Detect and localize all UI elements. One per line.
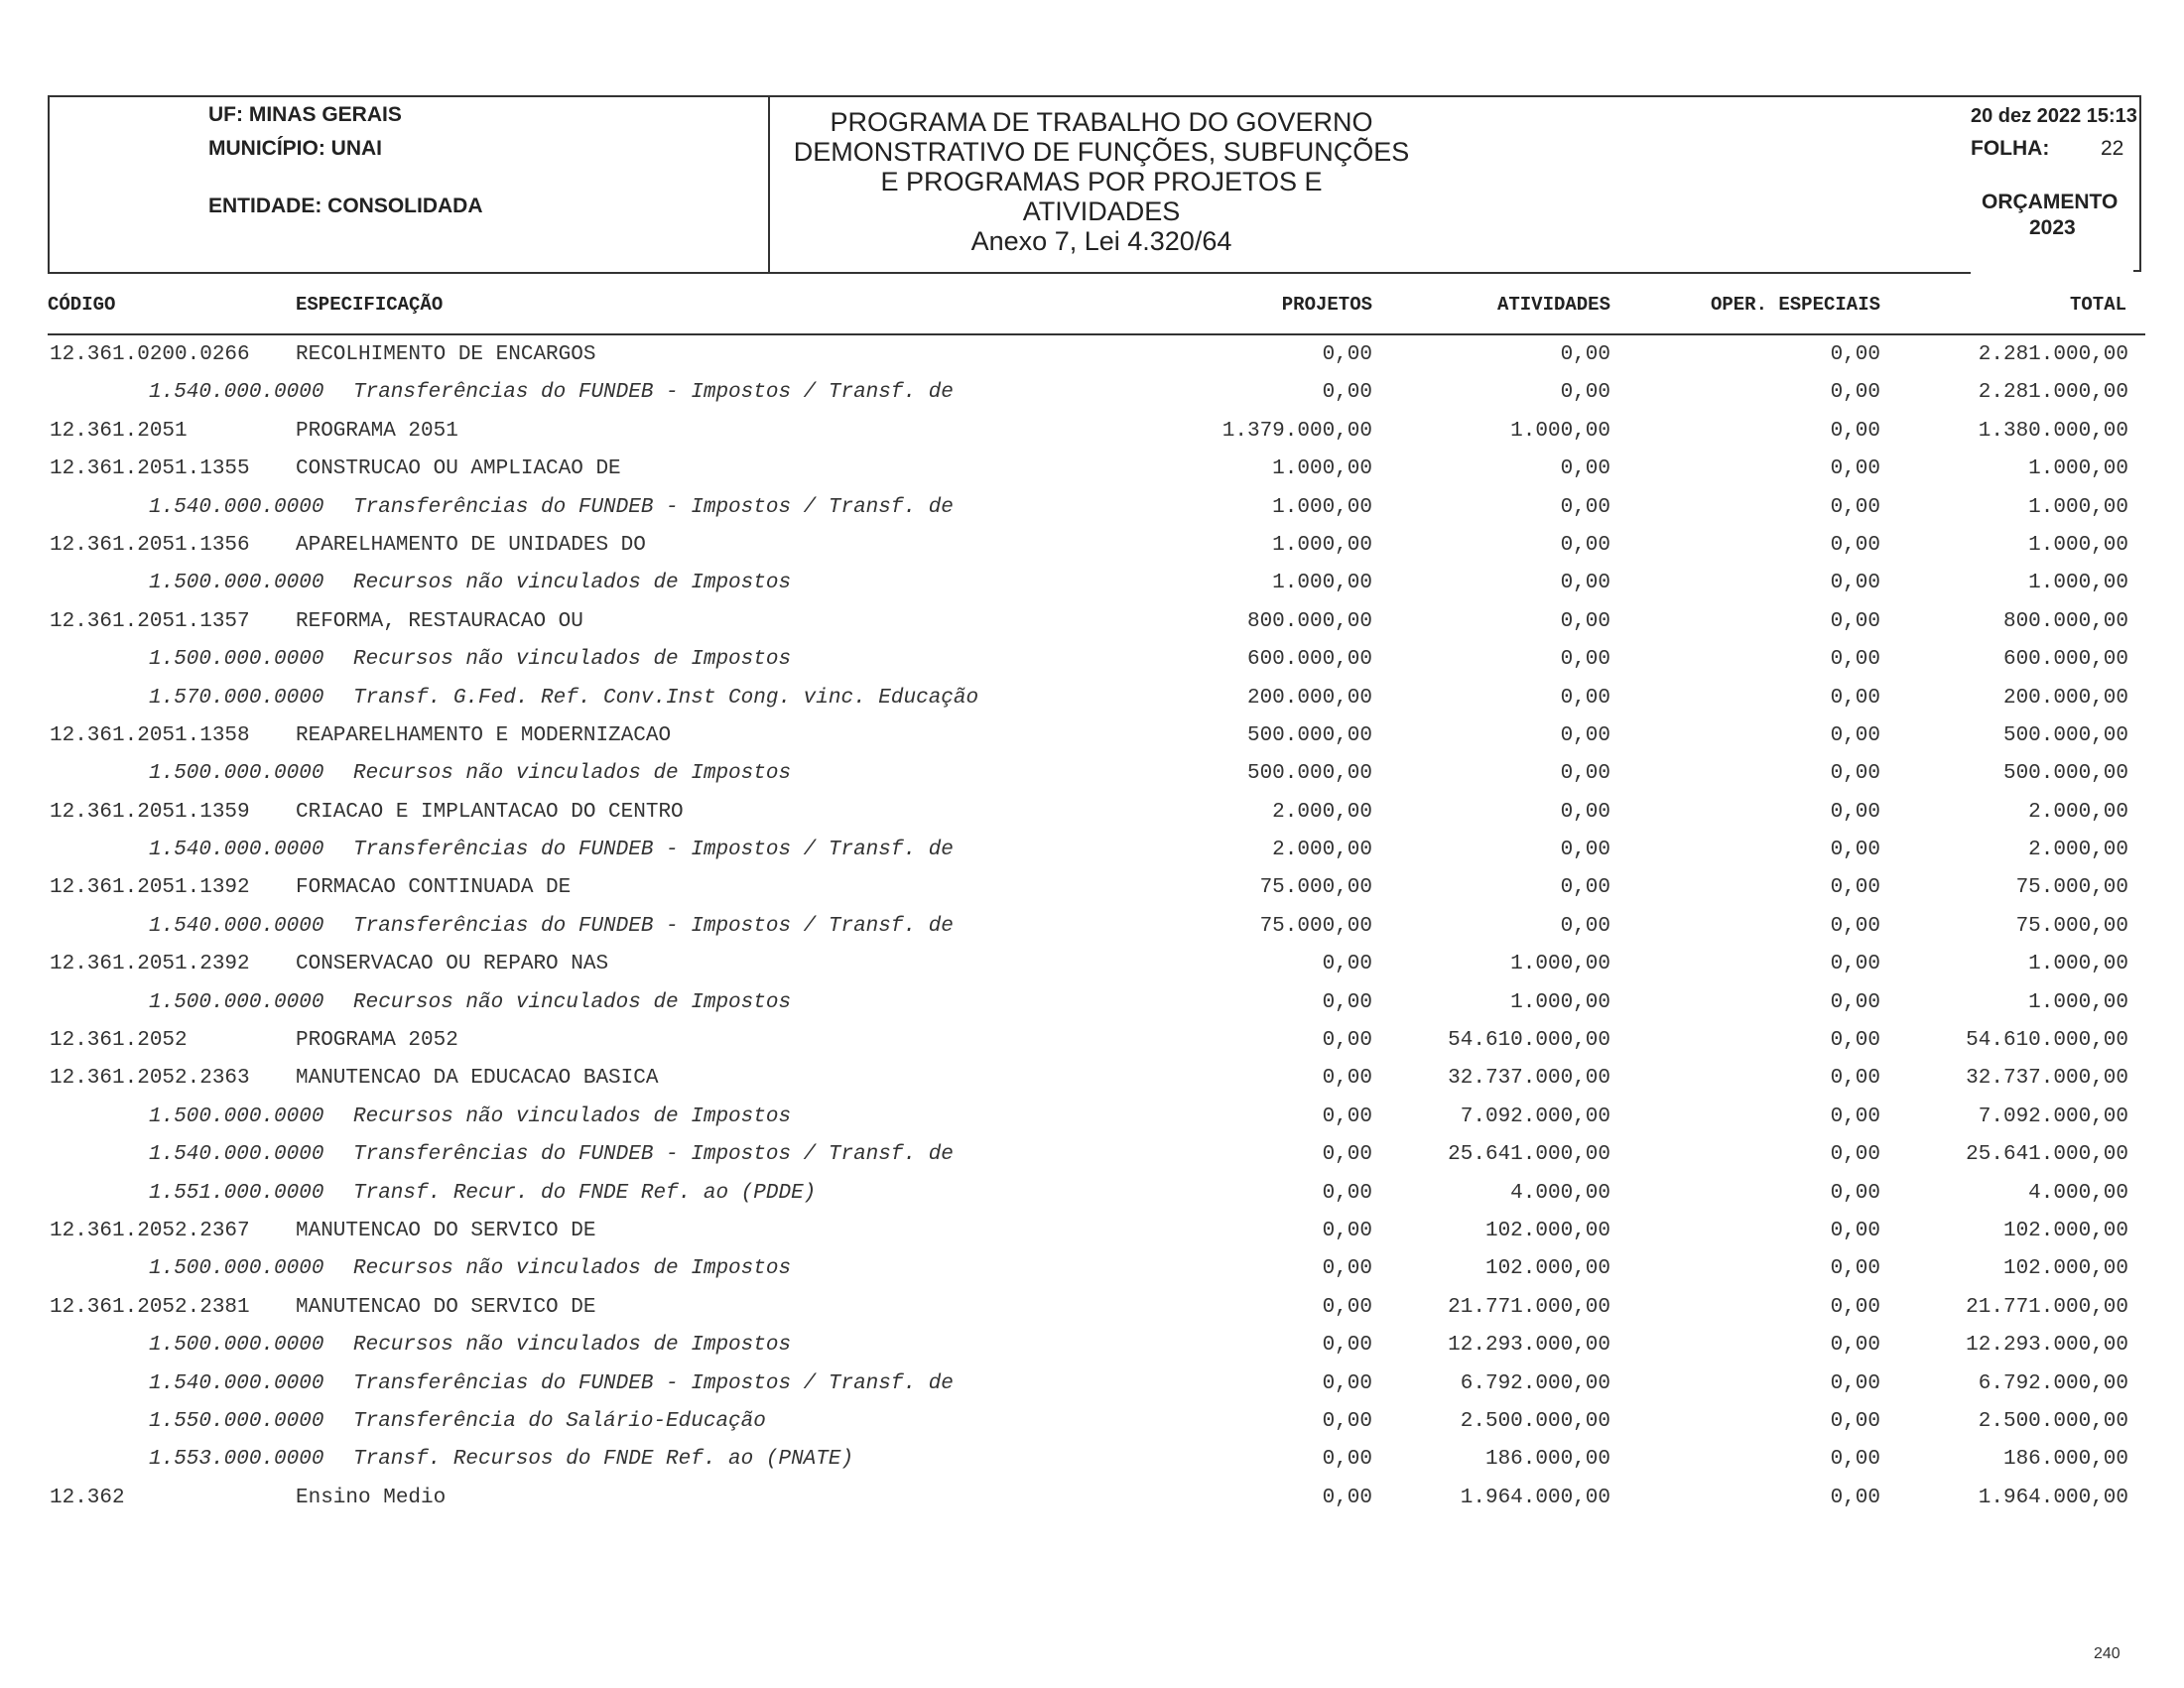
row-projetos: 500.000,00: [1246, 762, 1372, 786]
title-line-4: ATIVIDADES: [1022, 196, 1181, 226]
row-total: 500.000,00: [2002, 723, 2128, 747]
row-atividades: 32.737.000,00: [1448, 1067, 1610, 1091]
row-total: 7.092.000,00: [1978, 1104, 2128, 1128]
row-oper-especiais: 0,00: [1830, 800, 1880, 824]
row-oper-especiais: 0,00: [1830, 953, 1880, 976]
row-code: 1.540.000.0000: [149, 495, 324, 519]
row-oper-especiais: 0,00: [1830, 723, 1880, 747]
row-atividades: 1.000,00: [1510, 953, 1610, 976]
row-atividades: 0,00: [1560, 381, 1610, 405]
row-total: 1.000,00: [2028, 953, 2128, 976]
row-projetos: 75.000,00: [1259, 876, 1372, 900]
row-total: 75.000,00: [2015, 876, 2128, 900]
table-row: [0, 1214, 2184, 1251]
row-especificacao: Transf. G.Fed. Ref. Conv.Inst Cong. vinc. Educação: [353, 686, 979, 710]
row-projetos: 0,00: [1322, 1143, 1372, 1167]
table-row: [0, 452, 2184, 489]
title-line-2: DEMONSTRATIVO DE FUNÇÕES, SUBFUNÇÕES: [793, 137, 1410, 167]
row-total: 1.000,00: [2028, 990, 2128, 1014]
row-total: 500.000,00: [2002, 762, 2128, 786]
row-total: 2.000,00: [2028, 800, 2128, 824]
row-atividades: 0,00: [1560, 762, 1610, 786]
table-row: [0, 947, 2184, 984]
row-atividades: 1.000,00: [1510, 419, 1610, 443]
row-code: 1.500.000.0000: [149, 1257, 324, 1281]
row-atividades: 0,00: [1560, 648, 1610, 672]
table-row-source: [0, 985, 2184, 1023]
row-oper-especiais: 0,00: [1830, 1104, 1880, 1128]
column-header-projetos: PROJETOS: [1281, 294, 1372, 316]
row-code: 12.361.2051.1357: [50, 609, 250, 633]
row-projetos: 0,00: [1322, 1029, 1372, 1053]
page-number: 240: [2094, 1645, 2120, 1662]
row-oper-especiais: 0,00: [1830, 457, 1880, 481]
row-atividades: 0,00: [1560, 723, 1610, 747]
row-oper-especiais: 0,00: [1830, 533, 1880, 557]
row-especificacao: Transferências do FUNDEB - Impostos / Transf. de: [353, 1143, 954, 1167]
row-atividades: 102.000,00: [1484, 1257, 1610, 1281]
row-total: 1.964.000,00: [1978, 1486, 2128, 1509]
table-row-source: [0, 566, 2184, 603]
table-row: [0, 1481, 2184, 1518]
row-code: 12.361.2051.1359: [50, 800, 250, 824]
row-code: 12.361.2052.2363: [50, 1067, 250, 1091]
row-total: 2.500.000,00: [1978, 1409, 2128, 1433]
row-especificacao: Recursos não vinculados de Impostos: [353, 572, 792, 595]
row-oper-especiais: 0,00: [1830, 609, 1880, 633]
table-row-source: [0, 1404, 2184, 1442]
report-datetime: 20 dez 2022 15:13: [1971, 105, 2137, 127]
row-code: 1.551.000.0000: [149, 1181, 324, 1205]
row-projetos: 0,00: [1322, 1486, 1372, 1509]
row-oper-especiais: 0,00: [1830, 572, 1880, 595]
table-row-source: [0, 375, 2184, 413]
row-especificacao: PROGRAMA 2051: [296, 419, 458, 443]
row-projetos: 0,00: [1322, 953, 1372, 976]
row-especificacao: CONSERVACAO OU REPARO NAS: [296, 953, 609, 976]
row-especificacao: Recursos não vinculados de Impostos: [353, 648, 792, 672]
row-code: 12.361.2051.1356: [50, 533, 250, 557]
row-total: 1.000,00: [2028, 495, 2128, 519]
row-especificacao: Transferências do FUNDEB - Impostos / Transf. de: [353, 1371, 954, 1395]
row-projetos: 0,00: [1322, 381, 1372, 405]
row-total: 12.293.000,00: [1966, 1334, 2128, 1358]
row-especificacao: RECOLHIMENTO DE ENCARGOS: [296, 343, 596, 366]
row-total: 800.000,00: [2002, 609, 2128, 633]
row-total: 2.000,00: [2028, 839, 2128, 862]
row-atividades: 1.000,00: [1510, 990, 1610, 1014]
table-row-source: [0, 642, 2184, 680]
row-atividades: 186.000,00: [1484, 1448, 1610, 1472]
row-total: 2.281.000,00: [1978, 381, 2128, 405]
row-oper-especiais: 0,00: [1830, 381, 1880, 405]
row-atividades: 1.964.000,00: [1460, 1486, 1610, 1509]
row-oper-especiais: 0,00: [1830, 495, 1880, 519]
row-especificacao: MANUTENCAO DO SERVICO DE: [296, 1295, 596, 1319]
row-oper-especiais: 0,00: [1830, 1448, 1880, 1472]
row-total: 75.000,00: [2015, 914, 2128, 938]
row-projetos: 0,00: [1322, 1448, 1372, 1472]
row-especificacao: Recursos não vinculados de Impostos: [353, 990, 792, 1014]
row-oper-especiais: 0,00: [1830, 914, 1880, 938]
row-oper-especiais: 0,00: [1830, 1029, 1880, 1053]
row-especificacao: Recursos não vinculados de Impostos: [353, 1257, 792, 1281]
row-especificacao: Recursos não vinculados de Impostos: [353, 762, 792, 786]
row-oper-especiais: 0,00: [1830, 1067, 1880, 1091]
orcamento-label: ORÇAMENTO: [1982, 191, 2119, 213]
row-atividades: 6.792.000,00: [1460, 1371, 1610, 1395]
folha-value: 22: [2101, 137, 2124, 160]
row-code: 1.500.000.0000: [149, 990, 324, 1014]
row-atividades: 0,00: [1560, 533, 1610, 557]
row-code: 1.540.000.0000: [149, 381, 324, 405]
header-corner-tick: [2133, 270, 2141, 272]
row-projetos: 0,00: [1322, 1181, 1372, 1205]
table-row-source: [0, 490, 2184, 528]
row-total: 186.000,00: [2002, 1448, 2128, 1472]
row-oper-especiais: 0,00: [1830, 1371, 1880, 1395]
table-row: [0, 1290, 2184, 1328]
row-projetos: 0,00: [1322, 1219, 1372, 1242]
row-oper-especiais: 0,00: [1830, 1409, 1880, 1433]
row-atividades: 102.000,00: [1484, 1219, 1610, 1242]
row-oper-especiais: 0,00: [1830, 343, 1880, 366]
row-projetos: 1.000,00: [1272, 533, 1372, 557]
column-header-codigo: CÓDIGO: [48, 294, 116, 316]
row-especificacao: CRIACAO E IMPLANTACAO DO CENTRO: [296, 800, 684, 824]
table-row: [0, 604, 2184, 642]
row-atividades: 0,00: [1560, 686, 1610, 710]
row-projetos: 0,00: [1322, 343, 1372, 366]
row-atividades: 0,00: [1560, 343, 1610, 366]
row-code: 12.362: [50, 1486, 125, 1509]
header-border-top: [48, 95, 2141, 97]
row-total: 4.000,00: [2028, 1181, 2128, 1205]
row-total: 1.000,00: [2028, 572, 2128, 595]
table-row-source: [0, 909, 2184, 947]
row-oper-especiais: 0,00: [1830, 1257, 1880, 1281]
row-code: 1.550.000.0000: [149, 1409, 324, 1433]
row-especificacao: MANUTENCAO DO SERVICO DE: [296, 1219, 596, 1242]
row-especificacao: Transferências do FUNDEB - Impostos / Transf. de: [353, 495, 954, 519]
row-atividades: 0,00: [1560, 876, 1610, 900]
row-code: 12.361.2051.2392: [50, 953, 250, 976]
title-line-3: E PROGRAMAS POR PROJETOS E: [880, 167, 1323, 196]
table-row-source: [0, 756, 2184, 794]
table-row: [0, 1061, 2184, 1099]
row-oper-especiais: 0,00: [1830, 762, 1880, 786]
row-total: 102.000,00: [2002, 1257, 2128, 1281]
column-header-especificacao: ESPECIFICAÇÃO: [296, 294, 444, 316]
row-atividades: 0,00: [1560, 457, 1610, 481]
row-code: 12.361.2052.2381: [50, 1295, 250, 1319]
table-row: [0, 718, 2184, 756]
municipio-label: MUNICÍPIO: UNAI: [208, 137, 382, 160]
title-line-5: Anexo 7, Lei 4.320/64: [970, 226, 1232, 256]
row-especificacao: Transferências do FUNDEB - Impostos / Transf. de: [353, 839, 954, 862]
column-header-oper-especiais: OPER. ESPECIAIS: [1710, 294, 1880, 316]
row-total: 1.000,00: [2028, 457, 2128, 481]
column-header-rule: [48, 333, 2145, 335]
table-body: [0, 337, 2184, 1518]
row-oper-especiais: 0,00: [1830, 1486, 1880, 1509]
row-code: 12.361.2051.1392: [50, 876, 250, 900]
row-code: 12.361.2052.2367: [50, 1219, 250, 1242]
header-border-bottom: [48, 272, 1971, 274]
table-row-source: [0, 833, 2184, 870]
row-code: 1.540.000.0000: [149, 839, 324, 862]
row-oper-especiais: 0,00: [1830, 1219, 1880, 1242]
row-code: 12.361.2051.1355: [50, 457, 250, 481]
table-row: [0, 1023, 2184, 1061]
row-especificacao: CONSTRUCAO OU AMPLIACAO DE: [296, 457, 621, 481]
row-projetos: 0,00: [1322, 1371, 1372, 1395]
row-projetos: 2.000,00: [1272, 839, 1372, 862]
row-code: 12.361.2051.1358: [50, 723, 250, 747]
title-line-1: PROGRAMA DE TRABALHO DO GOVERNO: [830, 107, 1373, 137]
header-divider: [768, 95, 770, 272]
row-total: 25.641.000,00: [1966, 1143, 2128, 1167]
row-especificacao: REAPARELHAMENTO E MODERNIZACAO: [296, 723, 672, 747]
row-projetos: 0,00: [1322, 1257, 1372, 1281]
row-especificacao: Transferências do FUNDEB - Impostos / Transf. de: [353, 381, 954, 405]
table-row: [0, 795, 2184, 833]
row-code: 1.540.000.0000: [149, 1371, 324, 1395]
row-oper-especiais: 0,00: [1830, 1181, 1880, 1205]
row-atividades: 0,00: [1560, 609, 1610, 633]
header-border-right: [2139, 95, 2141, 272]
table-row-source: [0, 681, 2184, 718]
row-projetos: 75.000,00: [1259, 914, 1372, 938]
header-border-left: [48, 95, 50, 272]
row-projetos: 0,00: [1322, 1295, 1372, 1319]
row-atividades: 25.641.000,00: [1448, 1143, 1610, 1167]
column-header-total: TOTAL: [2069, 294, 2126, 316]
row-total: 102.000,00: [2002, 1219, 2128, 1242]
row-atividades: 7.092.000,00: [1460, 1104, 1610, 1128]
row-code: 1.570.000.0000: [149, 686, 324, 710]
row-code: 1.540.000.0000: [149, 1143, 324, 1167]
row-oper-especiais: 0,00: [1830, 686, 1880, 710]
row-projetos: 0,00: [1322, 1067, 1372, 1091]
row-projetos: 0,00: [1322, 1409, 1372, 1433]
row-atividades: 0,00: [1560, 914, 1610, 938]
row-oper-especiais: 0,00: [1830, 1334, 1880, 1358]
row-total: 32.737.000,00: [1966, 1067, 2128, 1091]
row-especificacao: MANUTENCAO DA EDUCACAO BASICA: [296, 1067, 659, 1091]
row-total: 200.000,00: [2002, 686, 2128, 710]
row-especificacao: APARELHAMENTO DE UNIDADES DO: [296, 533, 646, 557]
row-total: 2.281.000,00: [1978, 343, 2128, 366]
table-row-source: [0, 1251, 2184, 1289]
row-code: 1.540.000.0000: [149, 914, 324, 938]
table-row-source: [0, 1328, 2184, 1365]
row-especificacao: Ensino Medio: [296, 1486, 447, 1509]
row-especificacao: FORMACAO CONTINUADA DE: [296, 876, 572, 900]
row-projetos: 800.000,00: [1246, 609, 1372, 633]
entidade-label: ENTIDADE: CONSOLIDADA: [208, 195, 483, 217]
row-projetos: 600.000,00: [1246, 648, 1372, 672]
row-projetos: 1.000,00: [1272, 572, 1372, 595]
table-row-source: [0, 1137, 2184, 1175]
row-especificacao: REFORMA, RESTAURACAO OU: [296, 609, 583, 633]
row-oper-especiais: 0,00: [1830, 839, 1880, 862]
row-code: 1.500.000.0000: [149, 572, 324, 595]
row-projetos: 500.000,00: [1246, 723, 1372, 747]
orcamento-year: 2023: [2029, 216, 2076, 239]
row-code: 1.500.000.0000: [149, 762, 324, 786]
row-projetos: 200.000,00: [1246, 686, 1372, 710]
row-especificacao: Transf. Recursos do FNDE Ref. ao (PNATE): [353, 1448, 854, 1472]
row-especificacao: Transf. Recur. do FNDE Ref. ao (PDDE): [353, 1181, 817, 1205]
row-projetos: 1.000,00: [1272, 495, 1372, 519]
row-code: 1.500.000.0000: [149, 1104, 324, 1128]
row-oper-especiais: 0,00: [1830, 876, 1880, 900]
row-especificacao: PROGRAMA 2052: [296, 1029, 458, 1053]
row-oper-especiais: 0,00: [1830, 648, 1880, 672]
row-projetos: 2.000,00: [1272, 800, 1372, 824]
table-row: [0, 528, 2184, 566]
table-row: [0, 337, 2184, 375]
row-oper-especiais: 0,00: [1830, 990, 1880, 1014]
column-header-atividades: ATIVIDADES: [1496, 294, 1610, 316]
row-oper-especiais: 0,00: [1830, 419, 1880, 443]
row-projetos: 0,00: [1322, 990, 1372, 1014]
row-projetos: 1.379.000,00: [1221, 419, 1372, 443]
folha-label: FOLHA:: [1971, 137, 2050, 160]
row-especificacao: Recursos não vinculados de Impostos: [353, 1334, 792, 1358]
row-atividades: 0,00: [1560, 839, 1610, 862]
row-code: 12.361.2051: [50, 419, 188, 443]
row-total: 6.792.000,00: [1978, 1371, 2128, 1395]
table-row-source: [0, 1100, 2184, 1137]
row-atividades: 0,00: [1560, 572, 1610, 595]
row-oper-especiais: 0,00: [1830, 1143, 1880, 1167]
row-code: 1.553.000.0000: [149, 1448, 324, 1472]
row-oper-especiais: 0,00: [1830, 1295, 1880, 1319]
row-total: 54.610.000,00: [1966, 1029, 2128, 1053]
row-atividades: 2.500.000,00: [1460, 1409, 1610, 1433]
row-atividades: 21.771.000,00: [1448, 1295, 1610, 1319]
row-total: 1.380.000,00: [1978, 419, 2128, 443]
row-code: 1.500.000.0000: [149, 648, 324, 672]
row-code: 12.361.2052: [50, 1029, 188, 1053]
row-projetos: 1.000,00: [1272, 457, 1372, 481]
document-title: [774, 107, 1766, 256]
table-row: [0, 414, 2184, 452]
row-code: 12.361.0200.0266: [50, 343, 250, 366]
row-total: 21.771.000,00: [1966, 1295, 2128, 1319]
table-row: [0, 870, 2184, 908]
row-total: 600.000,00: [2002, 648, 2128, 672]
row-especificacao: Recursos não vinculados de Impostos: [353, 1104, 792, 1128]
row-atividades: 4.000,00: [1510, 1181, 1610, 1205]
row-atividades: 12.293.000,00: [1448, 1334, 1610, 1358]
row-atividades: 0,00: [1560, 495, 1610, 519]
table-row-source: [0, 1366, 2184, 1404]
row-total: 1.000,00: [2028, 533, 2128, 557]
uf-label: UF: MINAS GERAIS: [208, 103, 402, 126]
table-row-source: [0, 1442, 2184, 1480]
row-projetos: 0,00: [1322, 1334, 1372, 1358]
row-atividades: 54.610.000,00: [1448, 1029, 1610, 1053]
row-especificacao: Transferência do Salário-Educação: [353, 1409, 766, 1433]
row-especificacao: Transferências do FUNDEB - Impostos / Transf. de: [353, 914, 954, 938]
row-code: 1.500.000.0000: [149, 1334, 324, 1358]
row-atividades: 0,00: [1560, 800, 1610, 824]
row-projetos: 0,00: [1322, 1104, 1372, 1128]
table-row-source: [0, 1176, 2184, 1214]
